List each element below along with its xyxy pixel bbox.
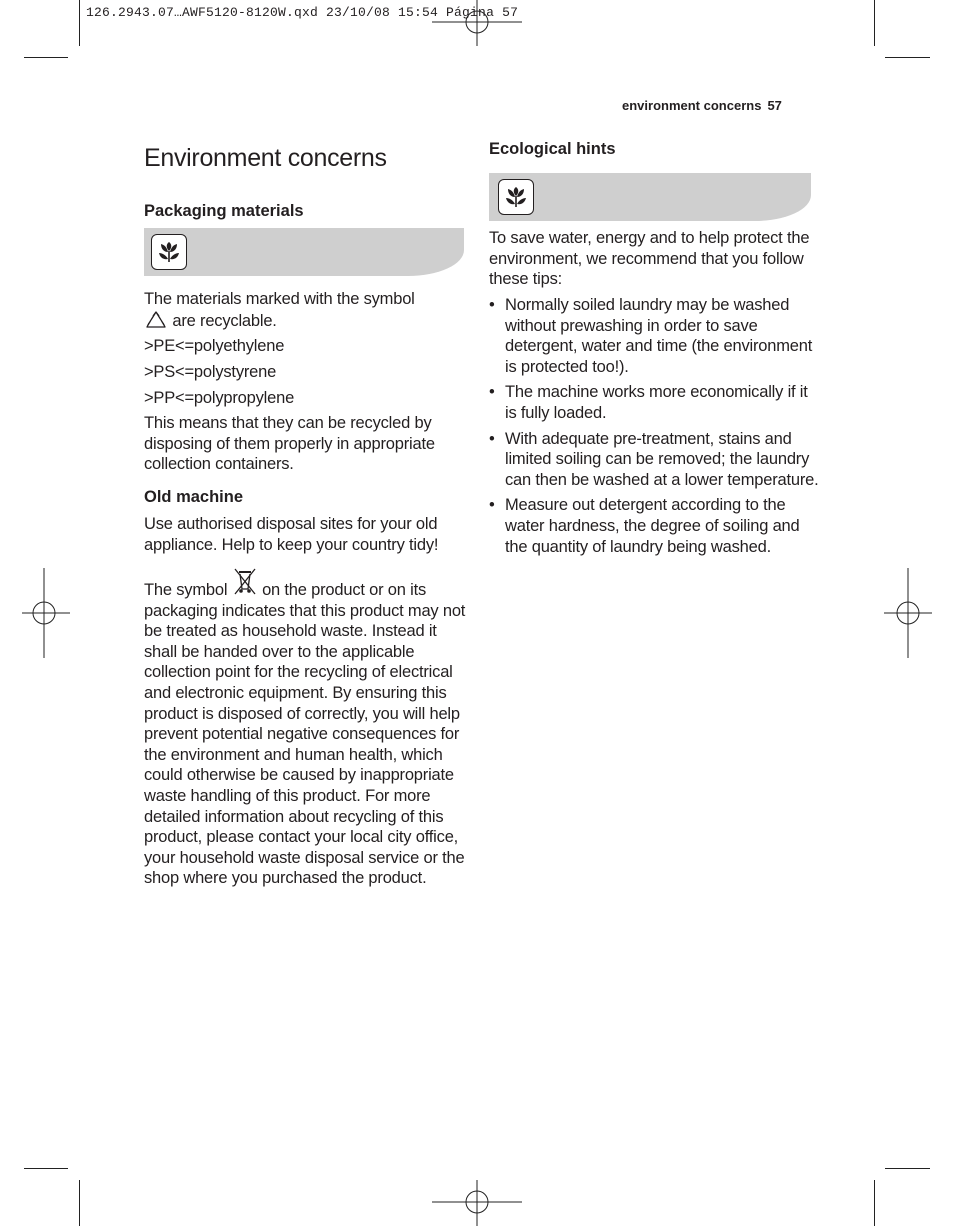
old-machine-p1: Use authorised disposal sites for your old appliance. Help to keep your country tidy! [144, 515, 439, 554]
bullet: • [489, 383, 495, 402]
crossed-out-bin-icon [232, 567, 258, 597]
old-machine-heading: Old machine [144, 488, 244, 506]
tip-text: Normally soiled laundry may be washed without prewashing in order to save detergent, water and time (the environment is protected too!). [505, 296, 813, 376]
bullet: • [489, 496, 495, 515]
tip-text: With adequate pre-treatment, stains and limited soiling can be removed; the laundry can then be washed at a lower temperature. [505, 429, 819, 489]
crop-mark-bottom-left-h [24, 1168, 68, 1169]
crop-mark-top-left-h [24, 57, 68, 58]
ecological-heading: Ecological hints [489, 140, 616, 158]
packaging-banner [144, 228, 464, 276]
tip-item [489, 382, 819, 423]
registration-mark-right [884, 568, 932, 658]
packaging-intro-before: The materials marked with the symbol [144, 290, 415, 308]
running-head-label: environment concerns [622, 98, 762, 113]
ecological-intro: To save water, energy and to help protect the environment, we recommend that you follow these tips: [489, 229, 810, 289]
tips-list [489, 295, 819, 562]
flower-icon [498, 179, 534, 215]
material-pp: >PP<=polypropylene [144, 389, 295, 407]
bullet: • [489, 429, 495, 448]
old-machine-p2-after: on the product or on its packaging indicates that this product may not be treated as household waste. Instead it shall be handed over to the applicable collection point for the recycling of electrical and electronic equipment. By ensuring this product is disposed of correctly, you will help prevent potential negative consequences for the environment and human health, which could otherwise be caused by inappropriate waste handling of this product. For more detailed information about recycling of this product, please contact your local city office, your household waste disposal service or the shop where you purchased the product. [144, 581, 466, 888]
material-ps: >PS<=polystyrene [144, 363, 277, 381]
old-machine-p2 [144, 567, 466, 889]
tip-item [489, 295, 819, 377]
registration-mark-left [22, 568, 70, 658]
crop-mark-bottom-right-h [885, 1168, 930, 1169]
crop-mark-top-right-h [885, 57, 930, 58]
material-pe: >PE<=polyethylene [144, 337, 285, 355]
flower-icon [151, 234, 187, 270]
crop-mark-bottom-left-v [79, 1180, 80, 1226]
tip-item [489, 495, 819, 557]
running-head [622, 98, 782, 113]
tip-text: Measure out detergent according to the water hardness, the degree of soiling and the quantity of laundry being washed. [505, 496, 800, 556]
tip-text: The machine works more economically if it is fully loaded. [505, 383, 808, 422]
packaging-heading: Packaging materials [144, 202, 304, 220]
packaging-intro-after: are recyclable. [172, 311, 277, 330]
packaging-intro [144, 289, 470, 331]
print-slug: 126.2943.07…AWF5120-8120W.qxd 23/10/08 15:54 Página 57 [86, 5, 519, 20]
page-number: 57 [767, 98, 782, 113]
crop-mark-top-right-v [874, 0, 875, 46]
registration-mark-bottom [432, 1180, 524, 1226]
packaging-body: This means that they can be recycled by disposing of them properly in appropriate collection containers. [144, 414, 435, 474]
registration-mark-top [432, 0, 524, 46]
old-machine-p2-before: The symbol [144, 581, 228, 599]
tip-item [489, 429, 819, 491]
crop-mark-bottom-right-v [874, 1180, 875, 1226]
crop-mark-top-left-v [79, 0, 80, 46]
bullet: • [489, 296, 495, 314]
page-title: Environment concerns [144, 144, 387, 172]
recycle-icon [144, 310, 168, 330]
ecological-banner [489, 173, 811, 221]
